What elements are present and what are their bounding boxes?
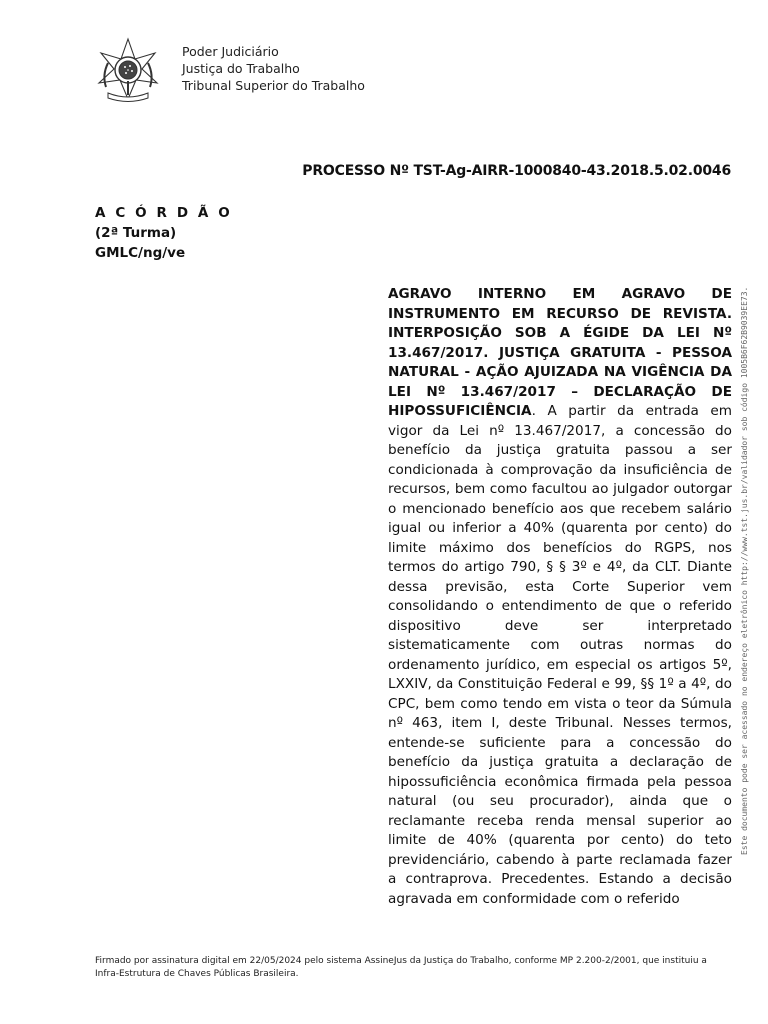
ementa-body: . A partir da entrada em vigor da Lei nº 13.467/2017, a concessão do benefício da justiça gratuita passou a ser condicionada à comprovação da insuficiência de recursos, bem como facultou ao julgador outorgar o mencionado benefício aos que recebem salário igual ou inferior a 40% (quarenta por cento) do limite máximo dos benefícios do RGPS, nos termos do artigo 790, § § 3º e 4º, da CLT. Diante dessa previsão, esta Corte Superior vem consolidando o entendimento de que o referido dispositivo deve ser interpretado sistematicamente com outras normas do ordenamento jurídico, em especial os artigos 5º, LXXIV, da Constituição Federal e 99, §§ 1º a 4º, do CPC, bem como tendo em vista o teor da Súmula nº 463, item I, deste Tribunal. Nesses termos, entende-se suficiente para a concessão do benefício da justiça gratuita a declaração de hipossuficiência econômica firmada pela pessoa natural (ou seu procurador), ainda que o reclamante receba renda mensal superior ao limite de 40% (quarenta por cento) do teto previdenciário, cabendo à parte reclamada fazer a contraprova. Precedentes. Estando a decisão agravada em conformidade com o referido [388, 403, 732, 907]
ementa-text [388, 285, 732, 943]
coat-of-arms-of-brazil-icon [94, 37, 162, 105]
reporter-code: GMLC/ng/ve [95, 245, 186, 261]
header-judiciary: Poder Judiciário [182, 44, 279, 59]
header-superior-court: Tribunal Superior do Trabalho [182, 78, 365, 93]
validator-link-text: Este documento pode ser acessado no endereço eletrônico http://www.tst.jus.br/validador sob código 1005B6F62B9039EE73. [740, 286, 749, 855]
acordao-title: A C Ó R D Ã O [95, 205, 233, 221]
turma-label: (2ª Turma) [95, 225, 177, 241]
court-header [182, 43, 365, 94]
acordao-block [95, 203, 232, 263]
process-number: PROCESSO Nº TST-Ag-AIRR-1000840-43.2018.5.02.0046 [302, 163, 731, 179]
header-labor-justice: Justiça do Trabalho [182, 61, 300, 76]
ementa-heading: AGRAVO INTERNO EM AGRAVO DE INSTRUMENTO EM RECURSO DE REVISTA. INTERPOSIÇÃO SOB A ÉGIDE DA LEI Nº 13.467/2017. JUSTIÇA GRATUITA - PESSOA NATURAL - AÇÃO AJUIZADA NA VIGÊNCIA DA LEI Nº 13.467/2017 – DECLARAÇÃO DE HIPOSSUFICIÊNCIA [388, 286, 732, 419]
digital-signature-footer: Firmado por assinatura digital em 22/05/2024 pelo sistema AssineJus da Justiça do Trabalho, conforme MP 2.200-2/2001, que instituiu a Infra-Estrutura de Chaves Públicas Brasileira. [95, 956, 707, 979]
